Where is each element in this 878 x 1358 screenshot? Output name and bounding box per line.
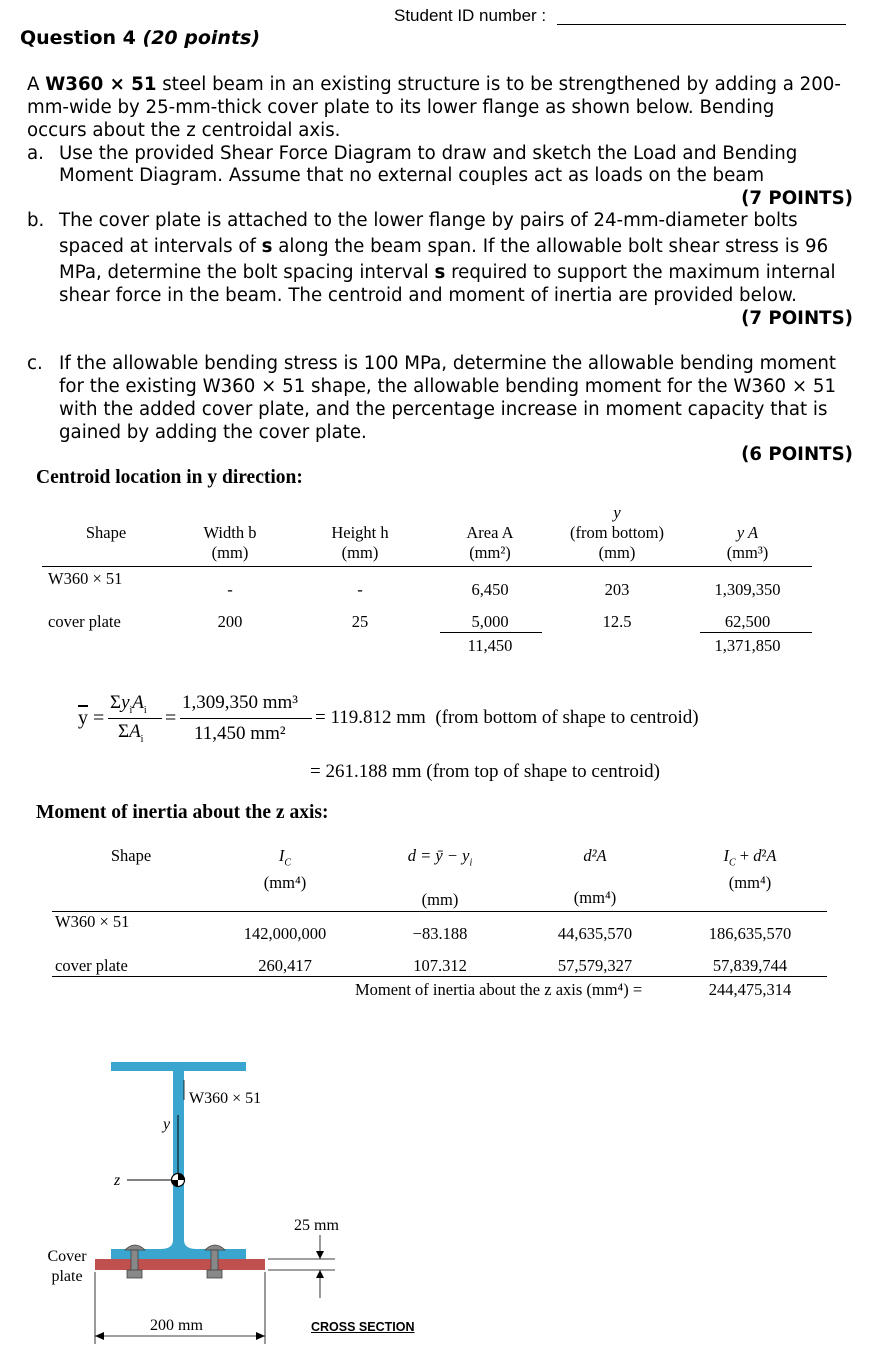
inertia-total-rule xyxy=(52,976,827,977)
sum-ai-symbol: $\Sigma A_i$ xyxy=(118,721,144,745)
centroid-header-yiai: y A (mm³) xyxy=(726,523,769,562)
inertia-header-ic: $I_C$ (mm⁴) xyxy=(263,846,307,893)
part-c-line-2: for the existing W360 × 51 shape, the allowable bending moment for the W360 × 51 xyxy=(59,376,837,397)
centroid-row-1-height: - xyxy=(357,580,363,599)
centroid-row-2-area: 5,000 xyxy=(471,612,509,631)
equation-result-top: = 261.188 mm (from top of shape to centroid) xyxy=(310,761,661,782)
equals-sign: = xyxy=(165,707,177,729)
part-c-marker: c. xyxy=(27,353,43,374)
cover-plate xyxy=(95,1259,265,1270)
inertia-heading: Moment of inertia about the z axis: xyxy=(36,802,329,823)
inertia-header-d-unit: (mm) xyxy=(421,890,459,909)
student-id-line xyxy=(557,24,846,25)
inertia-header-sum: $I_C + d^2A$ (mm⁴) xyxy=(723,846,777,893)
y-axis-label: y xyxy=(163,1116,171,1133)
intro-line-2: mm-wide by 25-mm-thick cover plate to its lower flange as shown below. Bending xyxy=(27,97,775,118)
inertia-total-value: 244,475,314 xyxy=(708,980,792,999)
part-a-points: (7 POINTS) xyxy=(741,188,853,209)
centroid-row-1-yiai: 1,309,350 xyxy=(714,580,781,599)
centroid-heading: Centroid location in y direction: xyxy=(36,467,303,488)
inertia-header-rule xyxy=(52,911,827,912)
inertia-row-1-d: −83.188 xyxy=(412,924,468,943)
area-total-rule xyxy=(440,632,542,633)
inertia-header-d2a-unit: (mm⁴) xyxy=(573,888,617,907)
centroid-row-2-yi: 12.5 xyxy=(602,612,632,631)
centroid-header-width: Width b (mm) xyxy=(203,523,257,562)
inertia-row-1-sum: 186,635,570 xyxy=(708,924,792,943)
part-a-line-2: Moment Diagram. Assume that no external couples act as loads on the beam xyxy=(59,165,765,186)
figure-caption: CROSS SECTION xyxy=(311,1320,415,1334)
centroid-row-1-area: 6,450 xyxy=(471,580,509,599)
part-b-line-1: The cover plate is attached to the lower flange by pairs of 24-mm-diameter bolts xyxy=(59,210,798,231)
centroid-header-shape: Shape xyxy=(85,523,127,542)
centroid-row-2-width: 200 xyxy=(217,612,243,631)
inertia-row-1-d2a: 44,635,570 xyxy=(557,924,633,943)
part-a-line-1: Use the provided Shear Force Diagram to draw and sketch the Load and Bending xyxy=(59,143,798,164)
cover-plate-label: Cover plate xyxy=(47,1248,87,1285)
inertia-row-1-ic: 142,000,000 xyxy=(243,924,327,943)
inertia-row-2-sum: 57,839,744 xyxy=(712,956,788,975)
fraction-bar-2 xyxy=(180,718,312,719)
part-c-points: (6 POINTS) xyxy=(741,444,853,465)
part-a-marker: a. xyxy=(27,143,44,164)
inertia-total-label: Moment of inertia about the z axis (mm⁴) = xyxy=(355,980,643,999)
z-axis-label: z xyxy=(114,1172,121,1189)
width-dimension-label: 200 mm xyxy=(150,1317,203,1334)
inertia-row-2-d2a: 57,579,327 xyxy=(557,956,633,975)
question-title: Question 4 (20 points) xyxy=(20,27,261,49)
inertia-header-d: d = ȳ − $y_i$ xyxy=(407,846,473,869)
inertia-row-2-ic: 260,417 xyxy=(258,956,312,975)
centroid-row-1-width: - xyxy=(227,580,233,599)
equation-result: = 119.812 mm (from bottom of shape to centroid) xyxy=(315,707,699,728)
fillet-right xyxy=(184,1240,197,1249)
part-b-marker: b. xyxy=(27,210,45,231)
inertia-header-d2a: d²A xyxy=(583,846,607,865)
part-b-line-4: shear force in the beam. The centroid and moment of inertia are provided below. xyxy=(59,285,797,306)
centroid-row-2-shape: cover plate xyxy=(48,612,121,631)
ybar-symbol: $\overline{y}$ = xyxy=(78,707,105,729)
centroid-header-area: Area A (mm²) xyxy=(466,523,514,562)
centroid-row-2-height: 25 xyxy=(351,612,369,631)
centroid-header-rule xyxy=(42,566,812,567)
fraction-bar-1 xyxy=(108,718,162,719)
part-b-points: (7 POINTS) xyxy=(741,308,853,329)
centroid-symbol xyxy=(172,1174,185,1187)
fillet-left xyxy=(160,1240,173,1249)
equation-denominator: 11,450 mm² xyxy=(194,723,286,744)
intro-line-1: A W360 × 51 steel beam in an existing structure is to be strengthened by adding a 200- xyxy=(27,74,841,95)
part-c-line-4: gained by adding the cover plate. xyxy=(59,422,367,443)
part-c-line-1: If the allowable bending stress is 100 MPa, determine the allowable bending moment xyxy=(59,353,837,374)
centroid-row-1-shape: W360 × 51 xyxy=(48,569,123,588)
student-id-label: Student ID number : xyxy=(394,6,547,25)
centroid-row-1-yi: 203 xyxy=(604,580,630,599)
inertia-row-2-d: 107.312 xyxy=(413,956,467,975)
sum-yiai-symbol: $\Sigma y_iA_i$ xyxy=(110,692,147,716)
inertia-row-1-shape: W360 × 51 xyxy=(55,912,130,931)
part-c-line-3: with the added cover plate, and the percentage increase in moment capacity that is xyxy=(59,399,828,420)
cross-section-figure xyxy=(0,1040,440,1350)
inertia-row-2-shape: cover plate xyxy=(55,956,128,975)
centroid-header-yi: y (from bottom) (mm) xyxy=(570,503,664,562)
yiai-total-rule xyxy=(700,632,812,633)
centroid-total-yiai: 1,371,850 xyxy=(714,636,781,655)
beam-label: W360 × 51 xyxy=(189,1090,262,1107)
part-b-line-2: spaced at intervals of s along the beam span. If the allowable bolt shear stress is 96 xyxy=(59,236,829,257)
centroid-row-2-yiai: 62,500 xyxy=(724,612,771,631)
inertia-header-shape: Shape xyxy=(110,846,152,865)
top-flange xyxy=(111,1062,246,1071)
centroid-header-height: Height h (mm) xyxy=(331,523,389,562)
centroid-total-area: 11,450 xyxy=(467,636,513,655)
thickness-dimension-label: 25 mm xyxy=(294,1217,339,1234)
intro-line-3: occurs about the z centroidal axis. xyxy=(27,120,341,141)
part-b-line-3: MPa, determine the bolt spacing interval s required to support the maximum internal xyxy=(59,262,836,283)
equation-numerator: 1,309,350 mm³ xyxy=(182,692,299,713)
